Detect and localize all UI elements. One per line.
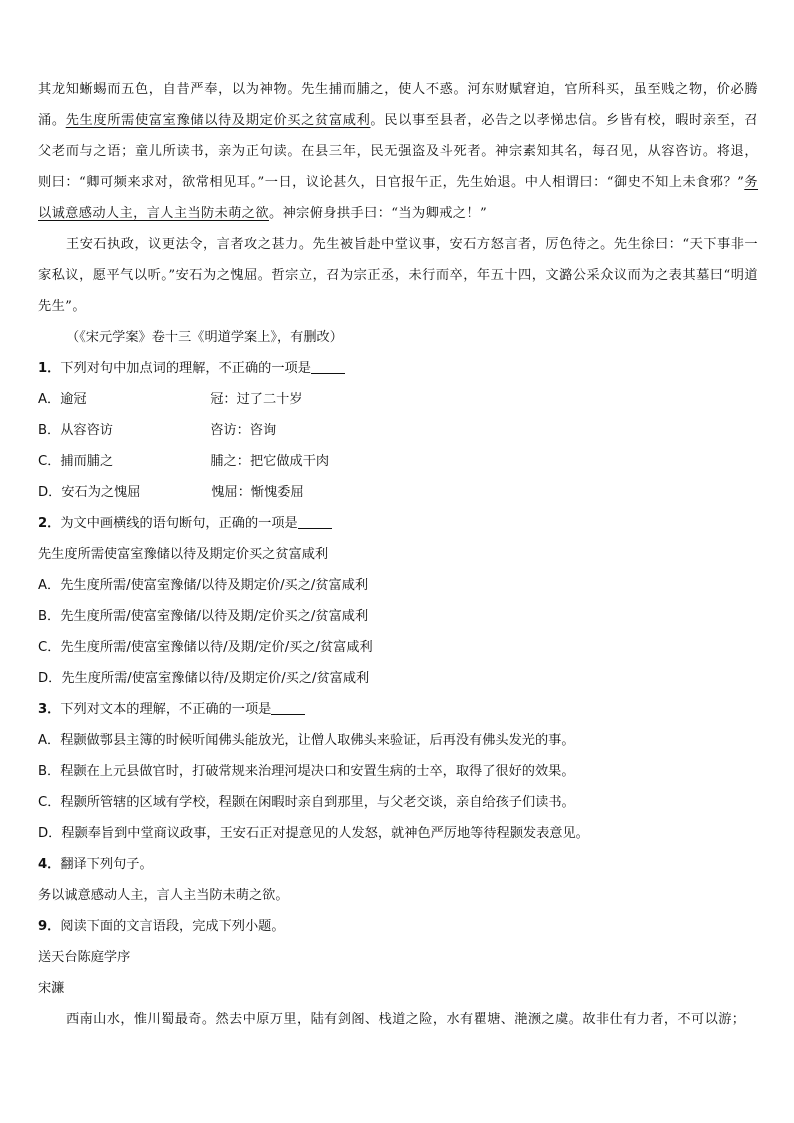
q1-option-d: D． 安石为之愧屈 愧屈：惭愧委屈 [38, 485, 304, 500]
underlined-sentence-2: 务以诚意感动人主，言人主当防未萌之欲 [38, 175, 758, 221]
q4-sentence: 务以诚意感动人主，言人主当防未萌之欲。 [38, 888, 289, 903]
passage-source: （《宋元学案》卷十三《明道学案上》，有删改） [66, 330, 343, 345]
answer-blank [298, 514, 332, 529]
q3-option-d: D．程颢奉旨到中堂商议政事，王安石正对提意见的人发怒，就神色严厉地等待程颢发表意见。 [38, 826, 589, 841]
q1-option-c: C． 捕而脯之 脯之：把它做成干肉 [38, 454, 330, 469]
question-4: 4．翻译下列句子。 [38, 857, 153, 872]
question-2: 2．为文中画横线的语句断句，正确的一项是 [38, 508, 758, 539]
passage2-author: 宋濂 [38, 981, 65, 996]
q3-option-b: B．程颢在上元县做官时，打破常规来治理河堤决口和安置生病的士卒，取得了很好的效果。 [38, 764, 575, 779]
q3-option-a: A．程颢做鄠县主簿的时候听闻佛头能放光，让僧人取佛头来验证，后再没有佛头发光的事。 [38, 733, 575, 748]
answer-blank [311, 359, 345, 374]
passage2-paragraph-1: 西南山水，惟川蜀最奇。然去中原万里，陆有剑阁、栈道之险，水有瞿塘、滟滪之虞。故非仕有力者，不可以游； [66, 1012, 746, 1027]
question-1: 1．下列对句中加点词的理解，不正确的一项是 [38, 353, 758, 384]
q2-option-b: B．先生度所需/使富室豫储/以待及期/定价买之/贫富咸利 [38, 609, 369, 624]
document-page [38, 74, 758, 1035]
q1-option-b: B． 从容咨访 咨访：咨询 [38, 423, 277, 438]
q2-option-c: C．先生度所需/使富室豫储以待/及期/定价/买之/贫富咸利 [38, 640, 373, 655]
q1-option-a: A． 逾冠 冠：过了二十岁 [38, 392, 303, 407]
q2-option-d: D．先生度所需/使富室豫储以待/及期定价/买之/贫富咸利 [38, 671, 370, 686]
question-3: 3．下列对文本的理解，不正确的一项是 [38, 694, 758, 725]
answer-blank [271, 700, 305, 715]
q3-option-c: C．程颢所管辖的区域有学校，程颢在闲暇时亲自到那里，与父老交谈，亲自给孩子们读书。 [38, 795, 575, 810]
passage-paragraph-2: 王安石执政，议更法令，言者攻之甚力。先生被旨赴中堂议事，安石方怒言者，厉色待之。先生徐曰：“天下事非一家私议，愿平气以听。”安石为之愧屈。哲宗立，召为宗正丞，未行而卒，年五十四，文潞公采众议而为之表其墓曰“明道先生”。 [38, 237, 758, 314]
q2-option-a: A．先生度所需/使富室豫储/以待及期定价/买之/贫富咸利 [38, 578, 369, 593]
underlined-sentence-1: 先生度所需使富室豫储以待及期定价买之贫富咸利 [65, 113, 371, 128]
q2-sentence: 先生度所需使富室豫储以待及期定价买之贫富咸利 [38, 547, 329, 562]
question-9: 9．阅读下面的文言语段，完成下列小题。 [38, 919, 285, 934]
passage2-title: 送天台陈庭学序 [38, 950, 131, 965]
passage-paragraph-1: 其龙知蜥蜴而五色，自昔严奉，以为神物。先生捕而脯之，使人不惑。河东财赋窘迫，官所科买，虽至贱之物，价必腾涌。先生度所需使富室豫储以待及期定价买之贫富咸利。民以事至县者，必告之以孝悌忠信。乡皆有校，暇时亲至，召父老而与之语；童儿所读书，亲为正句读。在县三年，民无强盗及斗死者。神宗素知其名，每召见，从容咨访。将退，则曰：“卿可频来求对，欲常相见耳。”一日，议论甚久，日官报午正，先生始退。中人相谓曰：“御史不知上未食邪？”务以诚意感动人主，言人主当防未萌之欲。神宗俯身拱手曰：“当为卿戒之！” [38, 82, 758, 221]
